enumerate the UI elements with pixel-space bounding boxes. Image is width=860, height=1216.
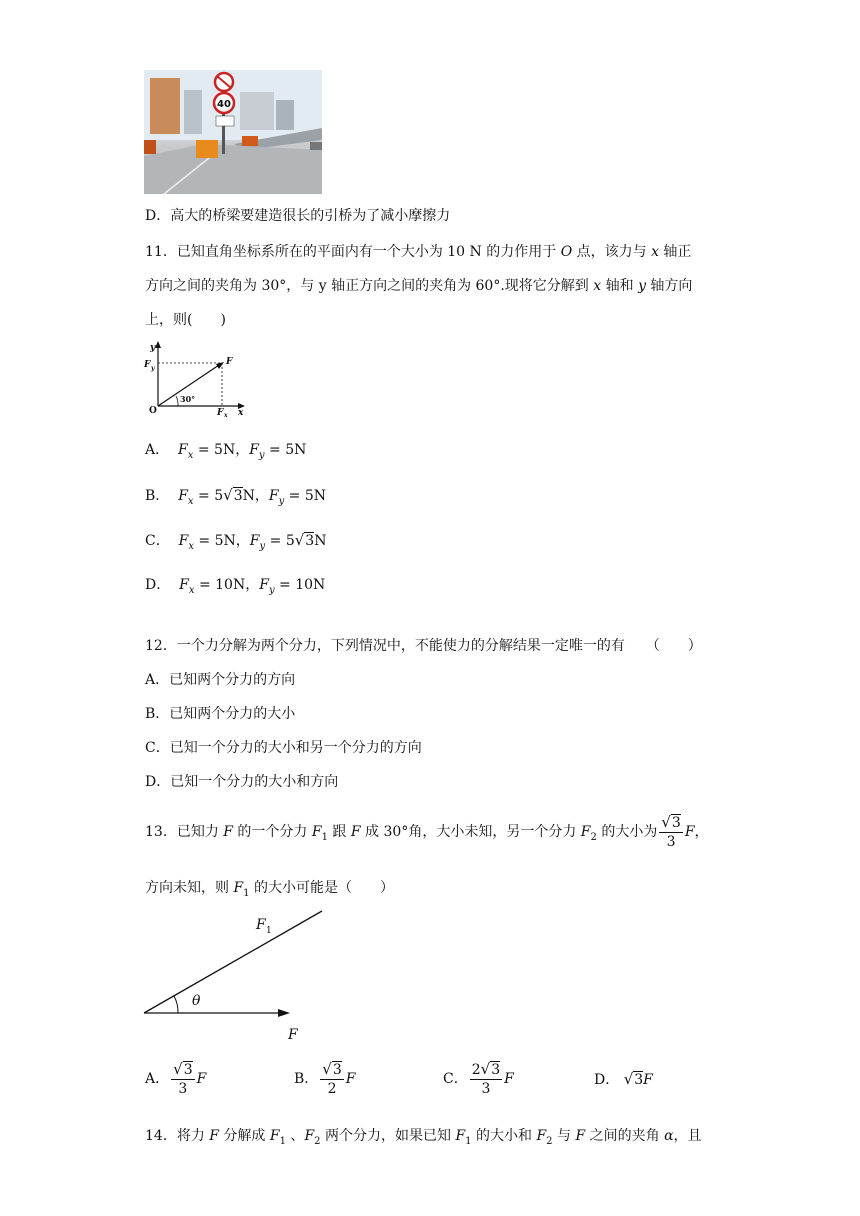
q13-force-diagram xyxy=(140,905,340,1045)
q12-option-a: A．已知两个分力的方向 xyxy=(145,672,296,688)
svg-text:F: F xyxy=(256,917,266,933)
q10-option-d: D．高大的桥梁要建造很长的引桥为了减小摩擦力 xyxy=(145,208,451,224)
q11-option-c: C． $F_x = 5N$，$F_y = 5√3N$ xyxy=(145,531,327,552)
road xyxy=(144,144,322,194)
q12-option-d: D．已知一个分力的大小和方向 xyxy=(145,774,339,790)
q13-stem-line1: 13．已知力 F 的一个分力 $F_1$ 跟 F 成 30°角，大小未知，另一个分力 $F_2$ 的大小为 $\frac{√3}{3}$ F， xyxy=(145,813,709,850)
svg-text:θ: θ xyxy=(192,993,201,1009)
svg-text:1: 1 xyxy=(266,926,272,936)
q12-option-b: B．已知两个分力的大小 xyxy=(145,706,296,722)
q13-stem-line2: 方向未知，则 $F_1$ 的大小可能是（ ） xyxy=(145,880,394,899)
q13-option-d: D． √3F xyxy=(594,1070,653,1088)
q12-stem: 12．一个力分解为两个分力，下列情况中，不能使力的分解结果一定唯一的有 （ ） xyxy=(145,638,702,654)
q11-force-diagram xyxy=(140,340,250,418)
svg-text:F: F xyxy=(226,357,233,367)
highway-bridge-scene xyxy=(144,70,322,194)
svg-text:y: y xyxy=(151,365,155,372)
svg-text:F: F xyxy=(288,1027,298,1043)
svg-text:x: x xyxy=(224,412,228,418)
q11-stem-line3: 上，则( ) xyxy=(145,312,226,328)
svg-text:y: y xyxy=(150,343,156,353)
svg-text:x: x xyxy=(238,408,244,418)
fraction: $\frac{√3}{3}$ xyxy=(661,813,681,850)
q11-option-d: D． $F_x = 10N$，$F_y = 10N$ xyxy=(145,577,326,596)
q13-option-a: A． $\frac{√3}{3}$ F xyxy=(145,1060,207,1097)
svg-text:O: O xyxy=(149,406,157,416)
q11-stem-line2: 方向之间的夹角为 30°，与 y 轴正方向之间的夹角为 60°.现将它分解到 x 轴和 y 轴方向 xyxy=(145,278,693,294)
car-right xyxy=(242,136,258,146)
q13-option-c: C． $\frac{2√3}{3}$ F xyxy=(443,1060,514,1097)
q11-option-a: A． $F_x = 5N$，$F_y = 5N$ xyxy=(145,442,307,461)
q11-option-b: B． $F_x = 5√3N$，$F_y = 5N$ xyxy=(145,486,327,507)
road-sign-photo xyxy=(144,70,322,194)
q11-stem-line1: 11．已知直角坐标系所在的平面内有一个大小为 10 N 的力作用于 O 点，该力与 x 轴正 xyxy=(145,244,692,260)
svg-text:F: F xyxy=(217,408,224,418)
arrow-head xyxy=(278,1009,290,1017)
q14-stem: 14．将力 F 分解成 $F_1$ 、$F_2$ 两个分力，如果已知 $F_1$ 的大小和 $F_2$ 与 F 之间的夹角 α，且 xyxy=(145,1128,702,1147)
q12-option-c: C．已知一个分力的大小和另一个分力的方向 xyxy=(145,740,422,756)
barrier xyxy=(196,140,218,158)
car-left xyxy=(144,140,156,154)
f1-line xyxy=(144,911,322,1013)
svg-text:40: 40 xyxy=(217,99,231,110)
svg-text:30°: 30° xyxy=(180,394,196,404)
svg-text:F: F xyxy=(144,360,151,370)
building-left xyxy=(150,78,180,134)
q13-option-b: B． $\frac{√3}{2}$ F xyxy=(294,1060,356,1097)
